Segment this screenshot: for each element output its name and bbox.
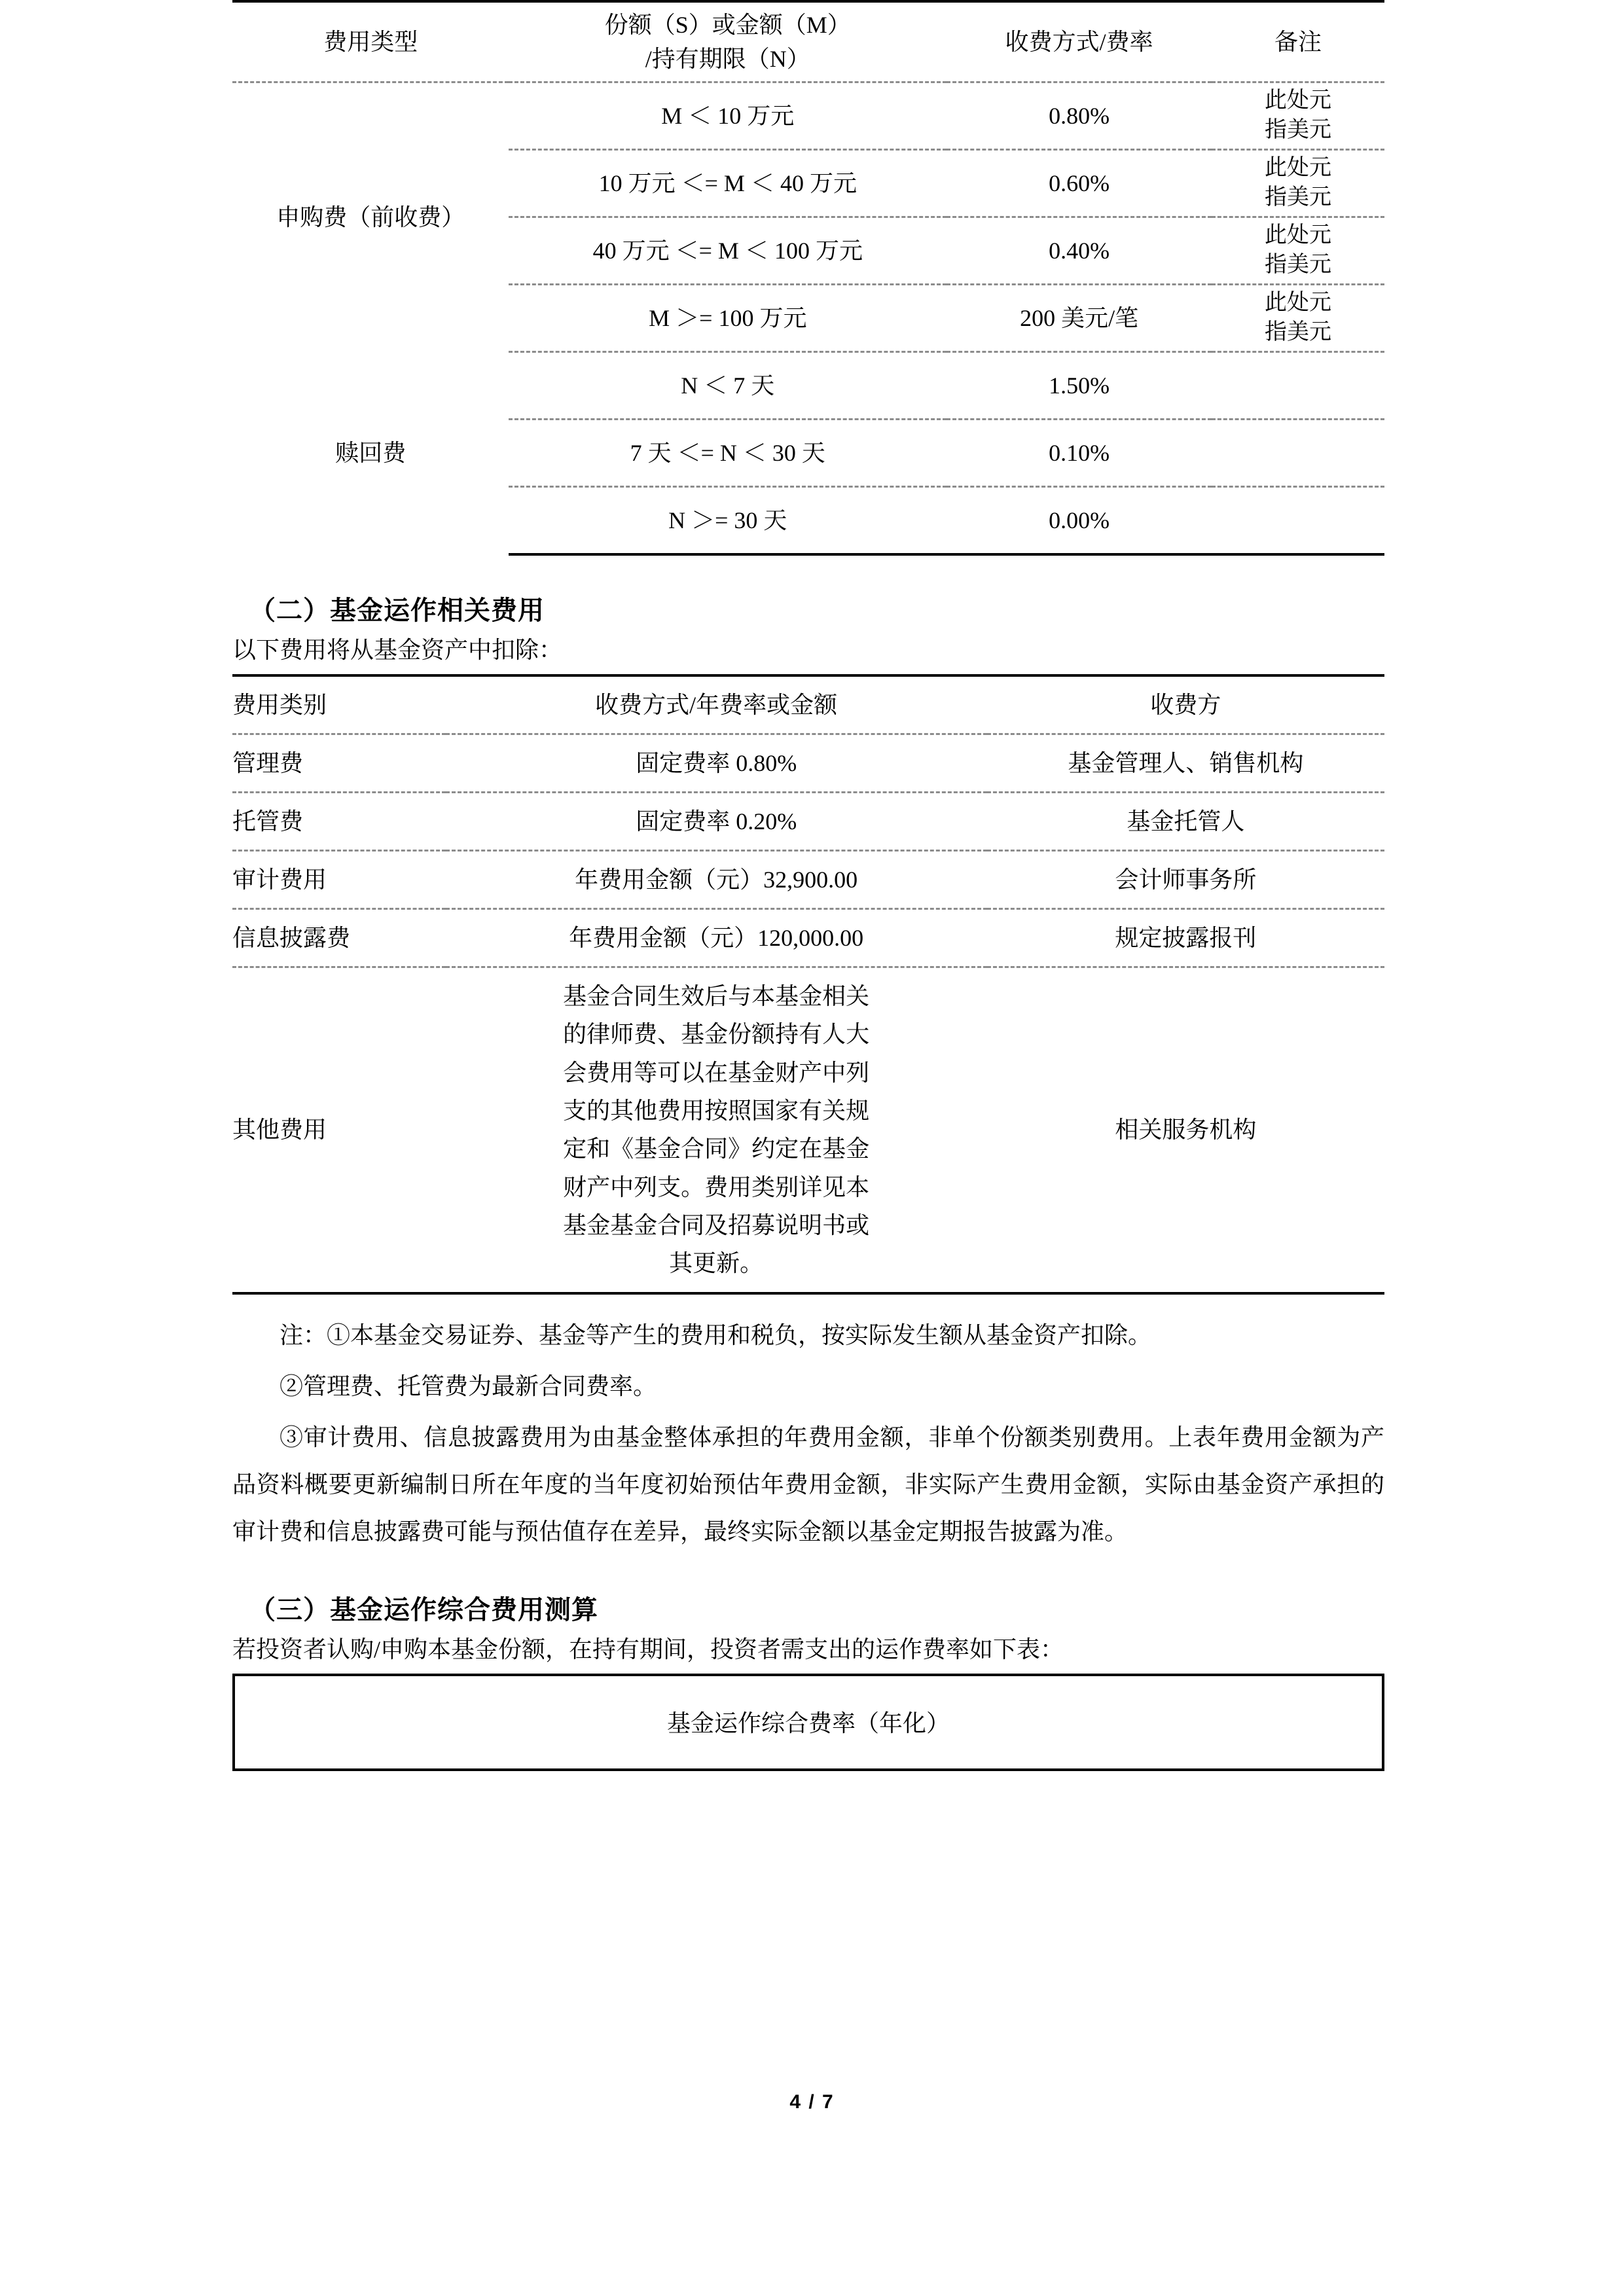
notes-block [232,1312,1384,1555]
fee-method-cell: 固定费率 0.20% [446,793,987,851]
section-three-heading: （三）基金运作综合费用测算 [249,1594,598,1624]
fee-category-cell: 其他费用 [232,967,446,1293]
note-item-2: ②管理费、托管费为最新合同费率。 [280,1372,657,1399]
fee-method-cell: 固定费率 0.80% [446,734,987,793]
note-item-3: ③审计费用、信息披露费用为由基金整体承担的年费用金额，非单个份额类别费用。上表年费用金额为产品资料概要更新编制日所在年度的当年度初始预估年费用金额，非实际产生费用金额，实际由基金资产承担的审计费和信息披露费可能与预估值存在差异，最终实际金额以基金定期报告披露为准。 [232,1424,1384,1545]
fee-payee-cell: 基金托管人 [987,793,1384,851]
note-cell [1212,487,1384,555]
operating-fee-table [232,674,1384,1295]
note-line-2: 指美元 [1264,320,1331,344]
fee-table-header-row [232,1,1384,82]
rate-cell: 0.00% [947,487,1212,555]
header-rate: 收费方式/费率 [947,1,1212,82]
note-cell [1212,352,1384,420]
oper-table-header-row [232,675,1384,734]
combined-fee-header: 基金运作综合费率（年化） [666,1710,950,1736]
fee-category-cell: 托管费 [232,793,446,851]
condition-cell: 10 万元 ＜= M ＜ 40 万元 [509,150,947,217]
note-line-2: 指美元 [1264,185,1331,209]
table-row [232,909,1384,967]
fee-category-cell: 审计费用 [232,851,446,909]
fee-payee-cell: 规定披露报刊 [987,909,1384,967]
note-cell [1212,285,1384,352]
fee-group-label-purchase: 申购费（前收费） [276,204,465,231]
fee-schedule-table [232,0,1384,556]
header-condition [509,1,947,82]
condition-cell: N ＜ 7 天 [509,352,947,420]
table-row [232,793,1384,851]
note-line-1: 此处元 [1264,156,1331,181]
page-content [232,0,1384,1771]
fee-payee-cell: 相关服务机构 [987,967,1384,1293]
rate-cell: 1.50% [947,352,1212,420]
header-fee-type: 费用类型 [232,1,509,82]
header-condition-line2: /持有期限（N） [645,46,810,72]
rate-cell: 200 美元/笔 [947,285,1212,352]
header-fee-method: 收费方式/年费率或金额 [446,675,987,734]
note-cell [1212,420,1384,487]
page-footer: 4 / 7 [789,2091,835,2113]
note-item-1: 注：①本基金交易证券、基金等产生的费用和税负，按实际发生额从基金资产扣除。 [280,1321,1152,1348]
section-two-heading: （二）基金运作相关费用 [249,596,545,625]
fee-category-cell: 信息披露费 [232,909,446,967]
condition-cell: 40 万元 ＜= M ＜ 100 万元 [509,217,947,285]
note-cell [1212,82,1384,150]
combined-fee-box [232,1674,1384,1771]
note-line-1: 此处元 [1264,88,1331,113]
table-row [232,851,1384,909]
fee-method-cell: 年费用金额（元）120,000.00 [446,909,987,967]
table-row [232,352,1384,420]
note-line-2: 指美元 [1264,118,1331,142]
section-two-lead: 以下费用将从基金资产中扣除： [232,637,563,663]
header-fee-payee: 收费方 [987,675,1384,734]
note-line-1: 此处元 [1264,223,1331,248]
fee-payee-cell: 会计师事务所 [987,851,1384,909]
condition-cell: M ＜ 10 万元 [509,82,947,150]
note-line-2: 指美元 [1264,253,1331,277]
header-note: 备注 [1212,1,1384,82]
rate-cell: 0.40% [947,217,1212,285]
section-three-lead: 若投资者认购/申购本基金份额，在持有期间，投资者需支出的运作费率如下表： [232,1636,1064,1662]
table-row [232,734,1384,793]
rate-cell: 0.10% [947,420,1212,487]
other-fee-description: 基金合同生效后与本基金相关的律师费、基金份额持有人大会费用等可以在基金财产中列支的其他费用按照国家有关规定和《基金合同》约定在基金财产中列支。费用类别详见本基金基金合同及招募说明书或其更新。 [563,983,870,1277]
condition-cell: 7 天 ＜= N ＜ 30 天 [509,420,947,487]
fee-payee-cell: 基金管理人、销售机构 [987,734,1384,793]
table-row [232,967,1384,1293]
header-fee-category: 费用类别 [232,675,446,734]
condition-cell: M ＞= 100 万元 [509,285,947,352]
fee-group-label-redemption: 赎回费 [335,440,406,467]
note-cell [1212,217,1384,285]
fee-method-cell [446,967,987,1293]
note-line-1: 此处元 [1264,291,1331,315]
condition-cell: N ＞= 30 天 [509,487,947,555]
fee-category-cell: 管理费 [232,734,446,793]
table-row [232,82,1384,150]
fee-method-cell: 年费用金额（元）32,900.00 [446,851,987,909]
rate-cell: 0.60% [947,150,1212,217]
header-condition-line1: 份额（S）或金额（M） [604,11,851,38]
rate-cell: 0.80% [947,82,1212,150]
note-cell [1212,150,1384,217]
